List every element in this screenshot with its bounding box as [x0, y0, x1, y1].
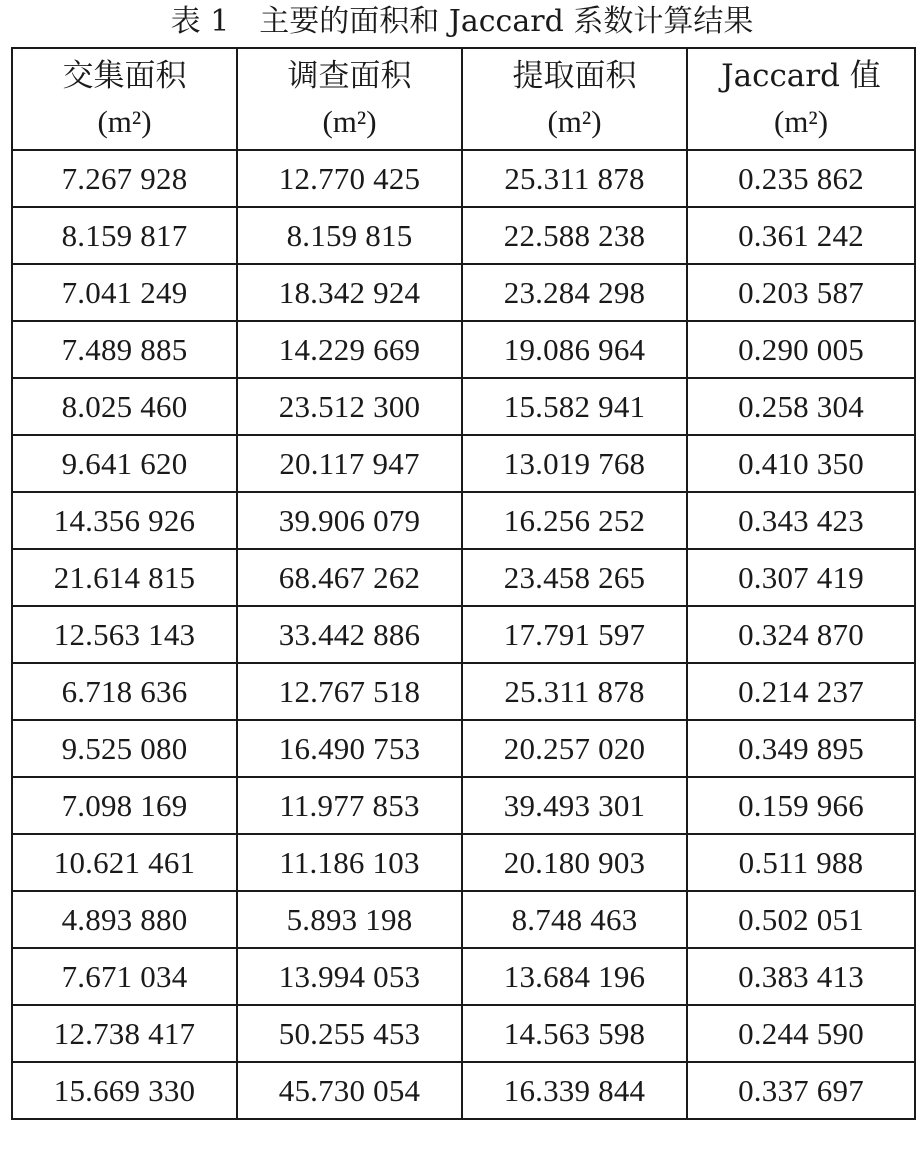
table-row	[12, 207, 915, 264]
cell-survey-area: 11.977 853	[237, 777, 462, 834]
cell-jaccard-value: 0.502 051	[687, 891, 915, 948]
header-jaccard-value	[687, 48, 915, 150]
cell-survey-area: 13.994 053	[237, 948, 462, 1005]
column-unit: (m²)	[547, 104, 602, 139]
cell-extracted-area: 22.588 238	[462, 207, 687, 264]
column-name: 提取面积	[512, 58, 637, 94]
cell-survey-area: 12.770 425	[237, 150, 462, 207]
column-unit: (m²)	[322, 104, 377, 139]
cell-survey-area: 45.730 054	[237, 1062, 462, 1119]
cell-extracted-area: 14.563 598	[462, 1005, 687, 1062]
table-number: 表 1	[170, 4, 230, 39]
cell-extracted-area: 15.582 941	[462, 378, 687, 435]
cell-survey-area: 5.893 198	[237, 891, 462, 948]
cell-jaccard-value: 0.235 862	[687, 150, 915, 207]
cell-intersection-area: 9.525 080	[12, 720, 237, 777]
table-row	[12, 948, 915, 1005]
table-row	[12, 492, 915, 549]
cell-intersection-area: 14.356 926	[12, 492, 237, 549]
table-row	[12, 435, 915, 492]
cell-extracted-area: 23.458 265	[462, 549, 687, 606]
cell-survey-area: 33.442 886	[237, 606, 462, 663]
cell-jaccard-value: 0.159 966	[687, 777, 915, 834]
cell-survey-area: 68.467 262	[237, 549, 462, 606]
cell-survey-area: 14.229 669	[237, 321, 462, 378]
header-survey-area	[237, 48, 462, 150]
cell-jaccard-value: 0.324 870	[687, 606, 915, 663]
cell-intersection-area: 7.671 034	[12, 948, 237, 1005]
cell-extracted-area: 25.311 878	[462, 663, 687, 720]
cell-intersection-area: 10.621 461	[12, 834, 237, 891]
cell-intersection-area: 9.641 620	[12, 435, 237, 492]
cell-survey-area: 12.767 518	[237, 663, 462, 720]
cell-extracted-area: 13.019 768	[462, 435, 687, 492]
cell-intersection-area: 4.893 880	[12, 891, 237, 948]
cell-intersection-area: 7.267 928	[12, 150, 237, 207]
table-row	[12, 1005, 915, 1062]
cell-extracted-area: 8.748 463	[462, 891, 687, 948]
table-row	[12, 663, 915, 720]
header-intersection-area	[12, 48, 237, 150]
cell-jaccard-value: 0.361 242	[687, 207, 915, 264]
table-caption	[0, 0, 924, 46]
cell-jaccard-value: 0.410 350	[687, 435, 915, 492]
cell-extracted-area: 25.311 878	[462, 150, 687, 207]
cell-extracted-area: 17.791 597	[462, 606, 687, 663]
cell-jaccard-value: 0.244 590	[687, 1005, 915, 1062]
cell-intersection-area: 15.669 330	[12, 1062, 237, 1119]
table-row	[12, 264, 915, 321]
cell-jaccard-value: 0.307 419	[687, 549, 915, 606]
table-row	[12, 321, 915, 378]
table-row	[12, 378, 915, 435]
cell-survey-area: 11.186 103	[237, 834, 462, 891]
cell-intersection-area: 6.718 636	[12, 663, 237, 720]
cell-extracted-area: 39.493 301	[462, 777, 687, 834]
table-row	[12, 834, 915, 891]
cell-intersection-area: 7.489 885	[12, 321, 237, 378]
column-name: 调查面积	[287, 58, 412, 94]
cell-jaccard-value: 0.258 304	[687, 378, 915, 435]
cell-extracted-area: 23.284 298	[462, 264, 687, 321]
header-row	[12, 48, 915, 150]
cell-survey-area: 18.342 924	[237, 264, 462, 321]
cell-extracted-area: 20.180 903	[462, 834, 687, 891]
cell-jaccard-value: 0.203 587	[687, 264, 915, 321]
cell-survey-area: 23.512 300	[237, 378, 462, 435]
table-row	[12, 150, 915, 207]
table-row	[12, 606, 915, 663]
cell-jaccard-value: 0.349 895	[687, 720, 915, 777]
cell-jaccard-value: 0.383 413	[687, 948, 915, 1005]
cell-survey-area: 20.117 947	[237, 435, 462, 492]
results-table	[11, 47, 916, 1120]
cell-extracted-area: 16.256 252	[462, 492, 687, 549]
cell-jaccard-value: 0.511 988	[687, 834, 915, 891]
column-name: 交集面积	[62, 58, 187, 94]
column-unit: (m²)	[773, 104, 829, 139]
cell-survey-area: 8.159 815	[237, 207, 462, 264]
cell-survey-area: 39.906 079	[237, 492, 462, 549]
cell-intersection-area: 8.159 817	[12, 207, 237, 264]
cell-intersection-area: 12.563 143	[12, 606, 237, 663]
table-row	[12, 777, 915, 834]
cell-extracted-area: 13.684 196	[462, 948, 687, 1005]
column-name: Jaccard 值	[721, 58, 881, 94]
cell-survey-area: 50.255 453	[237, 1005, 462, 1062]
cell-extracted-area: 19.086 964	[462, 321, 687, 378]
cell-jaccard-value: 0.290 005	[687, 321, 915, 378]
cell-jaccard-value: 0.337 697	[687, 1062, 915, 1119]
cell-jaccard-value: 0.343 423	[687, 492, 915, 549]
table-row	[12, 720, 915, 777]
cell-intersection-area: 8.025 460	[12, 378, 237, 435]
table-row	[12, 549, 915, 606]
cell-intersection-area: 21.614 815	[12, 549, 237, 606]
table-row	[12, 1062, 915, 1119]
cell-extracted-area: 20.257 020	[462, 720, 687, 777]
cell-intersection-area: 7.098 169	[12, 777, 237, 834]
table-title: 主要的面积和 Jaccard 系数计算结果	[259, 4, 754, 39]
cell-extracted-area: 16.339 844	[462, 1062, 687, 1119]
cell-survey-area: 16.490 753	[237, 720, 462, 777]
column-unit: (m²)	[97, 104, 152, 139]
header-extracted-area	[462, 48, 687, 150]
cell-jaccard-value: 0.214 237	[687, 663, 915, 720]
table-body	[12, 150, 915, 1119]
cell-intersection-area: 12.738 417	[12, 1005, 237, 1062]
cell-intersection-area: 7.041 249	[12, 264, 237, 321]
table-row	[12, 891, 915, 948]
